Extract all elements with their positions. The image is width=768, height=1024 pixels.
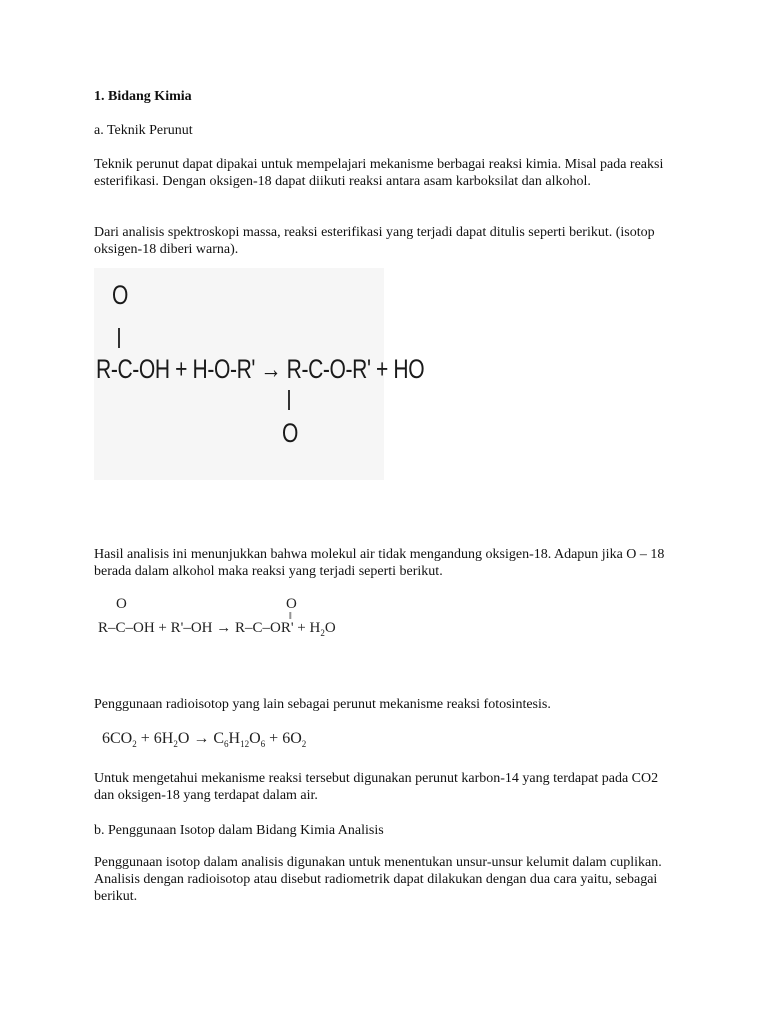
bond-line-bottom <box>288 390 290 410</box>
paragraph-fotosintesis: Penggunaan radioisotop yang lain sebagai perunut mekanisme reaksi fotosintesis. <box>94 697 551 712</box>
fig2-left-oxygen: O <box>116 596 127 612</box>
subheading-kimia-analisis: b. Penggunaan Isotop dalam Bidang Kimia Analisis <box>94 823 384 838</box>
fig2-right-oxygen: O <box>286 596 297 612</box>
photosynthesis-equation-figure <box>94 728 394 756</box>
paragraph-intro: Teknik perunut dapat dipakai untuk mempelajari mekanisme berbagai reaksi kimia. Misal pada reaksi esterifikasi. Dengan oksigen-18 dapat diikuti reaksi antara asam karboksilat dan alkohol. <box>94 157 664 189</box>
paragraph-hasil-analisis: Hasil analisis ini menunjukkan bahwa molekul air tidak mengandung oksigen-18. Adapun jika O – 18 berada dalam alkohol maka reaksi yang terjadi seperti berikut. <box>94 547 665 579</box>
paragraph-spektroskopi: Dari analisis spektroskopi massa, reaksi esterifikasi yang terjadi dapat ditulis seperti berikut. (isotop oksigen-18 diberi warna). <box>94 225 655 257</box>
paragraph-perunut-karbon: Untuk mengetahui mekanisme reaksi tersebut digunakan perunut karbon-14 yang terdapat pada CO2 dan oksigen-18 yang terdapat dalam air. <box>94 771 659 803</box>
paragraph-radiometrik: Penggunaan isotop dalam analisis digunakan untuk menentukan unsur-unsur kelumit dalam cuplikan. Analisis dengan radioisotop atau disebut radiometrik dapat dilakukan dengan dua cara yaitu, sebagai berikut. <box>94 855 662 904</box>
section-heading: 1. Bidang Kimia <box>94 89 192 104</box>
fig2-equation: $R-C-OH + R'-OH \to R-C-OR' + H_2O$ <box>98 620 336 638</box>
subheading-teknik-perunut: a. Teknik Perunut <box>94 123 193 138</box>
photosynthesis-equation: $6CO_2 + 6H_2O \to C_6H_{12}O_6 + 6O_2$ <box>102 730 307 750</box>
bond-line-top <box>118 328 120 348</box>
esterification-reaction-figure <box>94 268 425 480</box>
alcohol-o18-reaction-figure <box>94 594 384 646</box>
carbonyl-oxygen-bottom: O <box>282 418 299 448</box>
esterification-equation: R-C-OH + H-O-R' → R-C-O-R' + HO <box>96 354 425 384</box>
carbonyl-oxygen-top: O <box>112 280 129 310</box>
fig2-double-bond: ‖ <box>289 611 292 622</box>
